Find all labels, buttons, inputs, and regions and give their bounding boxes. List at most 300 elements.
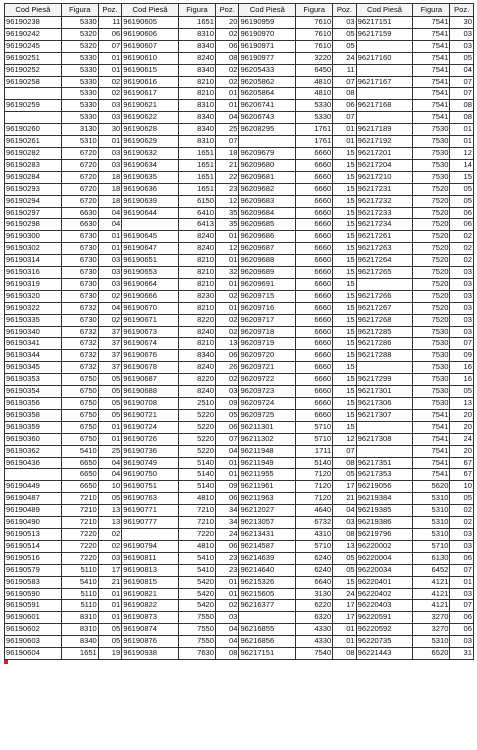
position-cell: 30 xyxy=(98,124,121,136)
position-cell: 05 xyxy=(98,636,121,648)
figure-cell: 7520 xyxy=(413,267,450,279)
table-row xyxy=(5,612,474,624)
part-code-cell: 96211963 xyxy=(239,493,296,505)
figure-cell: 5140 xyxy=(296,457,333,469)
position-cell: 15 xyxy=(333,350,356,362)
table-row xyxy=(5,326,474,338)
position-cell: 15 xyxy=(333,386,356,398)
position-cell: 03 xyxy=(98,278,121,290)
position-cell: 67 xyxy=(450,469,474,481)
position-cell: 15 xyxy=(333,398,356,410)
figure-cell: 8210 xyxy=(178,88,215,100)
position-cell: 05 xyxy=(450,386,474,398)
figure-cell: 7530 xyxy=(413,147,450,159)
figure-cell: 5140 xyxy=(178,481,215,493)
part-code-cell: 96217264 xyxy=(356,255,413,267)
figure-cell: 6240 xyxy=(296,552,333,564)
figure-cell: 6410 xyxy=(178,207,215,219)
position-cell: 05 xyxy=(450,52,474,64)
position-cell: 01 xyxy=(98,231,121,243)
figure-cell: 5710 xyxy=(296,433,333,445)
table-row xyxy=(5,433,474,445)
position-cell: 15 xyxy=(333,159,356,171)
highlight-box xyxy=(4,660,8,664)
position-cell: 02 xyxy=(98,88,121,100)
figure-cell: 6650 xyxy=(61,481,98,493)
position-cell: 03 xyxy=(450,588,474,600)
part-code-cell: 96217288 xyxy=(356,350,413,362)
position-cell: 23 xyxy=(216,183,239,195)
figure-cell: 6730 xyxy=(61,267,98,279)
figure-cell: 5710 xyxy=(296,540,333,552)
part-code-cell: 96190360 xyxy=(5,433,62,445)
part-code-cell: 96190489 xyxy=(5,505,62,517)
figure-cell: 8310 xyxy=(178,100,215,112)
part-code-cell: 96190821 xyxy=(122,588,179,600)
part-code-cell: 96190606 xyxy=(122,28,179,40)
figure-cell: 6732 xyxy=(61,362,98,374)
position-cell: 01 xyxy=(333,624,356,636)
figure-cell: 6730 xyxy=(61,290,98,302)
part-code-cell: 96211949 xyxy=(239,457,296,469)
figure-cell: 7541 xyxy=(413,421,450,433)
figure-cell: 6660 xyxy=(296,255,333,267)
figure-cell: 7530 xyxy=(413,386,450,398)
position-cell: 03 xyxy=(216,612,239,624)
figure-cell: 5220 xyxy=(178,409,215,421)
figure-cell: 7541 xyxy=(413,409,450,421)
table-row xyxy=(5,588,474,600)
part-code-cell: 96190632 xyxy=(122,147,179,159)
part-code-cell: 96190245 xyxy=(5,40,62,52)
part-code-cell: 96190876 xyxy=(122,636,179,648)
figure-cell: 6660 xyxy=(296,374,333,386)
part-code-cell: 96190340 xyxy=(5,326,62,338)
figure-cell: 8340 xyxy=(178,124,215,136)
table-row xyxy=(5,636,474,648)
position-cell: 35 xyxy=(216,219,239,231)
figure-cell: 5420 xyxy=(178,588,215,600)
position-cell: 08 xyxy=(333,457,356,469)
position-cell: 04 xyxy=(98,457,121,469)
part-code-cell: 96190293 xyxy=(5,183,62,195)
part-code-cell: 96205433 xyxy=(239,64,296,76)
figure-cell: 7541 xyxy=(413,469,450,481)
figure-cell: 1651 xyxy=(61,648,98,660)
part-code-cell: 96209681 xyxy=(239,171,296,183)
part-code-cell xyxy=(239,136,296,148)
part-code-cell: 96217263 xyxy=(356,243,413,255)
header-poz-1: Poz. xyxy=(98,4,121,17)
position-cell: 03 xyxy=(98,255,121,267)
part-code-cell: 96209721 xyxy=(239,362,296,374)
position-cell: 08 xyxy=(450,100,474,112)
figure-cell: 7530 xyxy=(413,374,450,386)
part-code-cell: 96190615 xyxy=(122,64,179,76)
figure-cell: 6660 xyxy=(296,159,333,171)
figure-cell: 7530 xyxy=(413,326,450,338)
figure-cell: 7540 xyxy=(296,648,333,660)
figure-cell: 7541 xyxy=(413,457,450,469)
position-cell: 01 xyxy=(216,469,239,481)
part-code-cell: 96190971 xyxy=(239,40,296,52)
position-cell: 34 xyxy=(216,505,239,517)
figure-cell: 5410 xyxy=(178,564,215,576)
part-code-cell: 96190284 xyxy=(5,171,62,183)
figure-cell: 8340 xyxy=(178,350,215,362)
table-row xyxy=(5,207,474,219)
table-row xyxy=(5,267,474,279)
position-cell: 25 xyxy=(98,445,121,457)
figure-cell: 3130 xyxy=(61,124,98,136)
position-cell: 03 xyxy=(98,552,121,564)
part-code-cell: 96220403 xyxy=(356,600,413,612)
part-code-cell: 96190238 xyxy=(5,17,62,29)
position-cell: 06 xyxy=(216,40,239,52)
part-code-cell: 96190639 xyxy=(122,195,179,207)
position-cell: 07 xyxy=(450,338,474,350)
position-cell: 20 xyxy=(450,445,474,457)
figure-cell: 7520 xyxy=(413,278,450,290)
figure-cell: 8210 xyxy=(178,302,215,314)
position-cell: 08 xyxy=(216,52,239,64)
figure-cell: 5310 xyxy=(413,636,450,648)
figure-cell: 7210 xyxy=(178,517,215,529)
header-figura-1: Figura xyxy=(61,4,98,17)
part-code-cell: 96217201 xyxy=(356,147,413,159)
part-code-cell xyxy=(356,278,413,290)
figure-cell: 7541 xyxy=(413,112,450,124)
table-row xyxy=(5,195,474,207)
position-cell: 03 xyxy=(450,278,474,290)
part-code-cell: 96190621 xyxy=(122,100,179,112)
table-row xyxy=(5,28,474,40)
part-code-cell: 96190628 xyxy=(122,124,179,136)
position-cell: 01 xyxy=(333,124,356,136)
figure-cell: 7220 xyxy=(61,540,98,552)
figure-cell: 1651 xyxy=(178,17,215,29)
position-cell: 02 xyxy=(450,231,474,243)
position-cell: 15 xyxy=(333,409,356,421)
figure-cell: 5330 xyxy=(61,88,98,100)
position-cell: 17 xyxy=(333,612,356,624)
position-cell: 15 xyxy=(333,278,356,290)
position-cell: 07 xyxy=(333,76,356,88)
position-cell: 01 xyxy=(98,52,121,64)
figure-cell: 6660 xyxy=(296,362,333,374)
part-code-cell: 96190607 xyxy=(122,40,179,52)
part-code-cell: 96220034 xyxy=(356,564,413,576)
table-row xyxy=(5,517,474,529)
position-cell: 11 xyxy=(98,17,121,29)
figure-cell: 6732 xyxy=(296,517,333,529)
figure-cell: 6660 xyxy=(296,207,333,219)
position-cell: 21 xyxy=(216,159,239,171)
position-cell: 12 xyxy=(333,433,356,445)
position-cell: 04 xyxy=(216,112,239,124)
figure-cell: 7520 xyxy=(413,195,450,207)
position-cell: 17 xyxy=(333,481,356,493)
part-code-cell: 96206743 xyxy=(239,112,296,124)
figure-cell: 5330 xyxy=(61,52,98,64)
position-cell: 07 xyxy=(450,600,474,612)
position-cell: 04 xyxy=(216,445,239,457)
part-code-cell: 96205864 xyxy=(239,88,296,100)
part-code-cell: 96190666 xyxy=(122,290,179,302)
position-cell: 20 xyxy=(450,409,474,421)
figure-cell: 7541 xyxy=(413,52,450,64)
part-code-cell: 96209679 xyxy=(239,147,296,159)
part-code-cell: 96217210 xyxy=(356,171,413,183)
part-code-cell: 96190644 xyxy=(122,207,179,219)
part-code-cell: 96217192 xyxy=(356,136,413,148)
figure-cell: 5220 xyxy=(178,445,215,457)
part-code-cell: 96190645 xyxy=(122,231,179,243)
position-cell: 37 xyxy=(98,338,121,350)
figure-cell: 7610 xyxy=(296,28,333,40)
position-cell: 20 xyxy=(450,421,474,433)
figure-cell: 6750 xyxy=(61,374,98,386)
figure-cell: 7210 xyxy=(61,505,98,517)
position-cell: 02 xyxy=(98,314,121,326)
figure-cell: 6660 xyxy=(296,338,333,350)
figure-cell: 6413 xyxy=(178,219,215,231)
part-code-cell: 96211302 xyxy=(239,433,296,445)
position-cell: 03 xyxy=(450,302,474,314)
position-cell: 15 xyxy=(333,147,356,159)
figure-cell: 6660 xyxy=(296,171,333,183)
part-code-cell: 96190341 xyxy=(5,338,62,350)
part-code-cell: 96190259 xyxy=(5,100,62,112)
figure-cell: 5110 xyxy=(61,564,98,576)
table-row xyxy=(5,493,474,505)
table-row xyxy=(5,552,474,564)
part-code-cell: 96190320 xyxy=(5,290,62,302)
figure-cell: 5320 xyxy=(61,40,98,52)
header-cod-piesa-4: Cod Piesă xyxy=(356,4,413,17)
table-row xyxy=(5,540,474,552)
figure-cell: 7520 xyxy=(413,255,450,267)
table-row xyxy=(5,183,474,195)
table-row xyxy=(5,17,474,29)
part-code-cell: 96190959 xyxy=(239,17,296,29)
part-code-cell: 96209716 xyxy=(239,302,296,314)
figure-cell: 6150 xyxy=(178,195,215,207)
part-code-cell xyxy=(356,362,413,374)
table-row xyxy=(5,88,474,100)
part-code-cell: 96190344 xyxy=(5,350,62,362)
figure-cell: 6660 xyxy=(296,302,333,314)
figure-cell: 6730 xyxy=(61,255,98,267)
parts-index-sheet xyxy=(4,3,474,660)
part-code-cell: 96190736 xyxy=(122,445,179,457)
position-cell: 02 xyxy=(98,540,121,552)
position-cell: 06 xyxy=(216,350,239,362)
part-code-cell: 96190604 xyxy=(5,648,62,660)
figure-cell: 4810 xyxy=(296,76,333,88)
part-code-cell xyxy=(356,64,413,76)
part-code-cell: 96190724 xyxy=(122,421,179,433)
position-cell: 14 xyxy=(450,159,474,171)
part-code-cell: 96209687 xyxy=(239,243,296,255)
table-row xyxy=(5,421,474,433)
position-cell: 01 xyxy=(333,136,356,148)
part-code-cell: 96190811 xyxy=(122,552,179,564)
part-code-cell: 96190676 xyxy=(122,350,179,362)
part-code-cell: 96190763 xyxy=(122,493,179,505)
part-code-cell: 96216377 xyxy=(239,600,296,612)
position-cell: 05 xyxy=(98,409,121,421)
part-code-cell xyxy=(239,612,296,624)
position-cell: 02 xyxy=(216,64,239,76)
part-code-cell: 96217353 xyxy=(356,469,413,481)
header-figura-2: Figura xyxy=(178,4,215,17)
position-cell: 02 xyxy=(98,76,121,88)
position-cell: 16 xyxy=(450,362,474,374)
part-code-cell: 96217232 xyxy=(356,195,413,207)
position-cell: 01 xyxy=(98,612,121,624)
position-cell: 07 xyxy=(450,88,474,100)
figure-cell: 5310 xyxy=(413,505,450,517)
position-cell: 01 xyxy=(98,588,121,600)
position-cell: 05 xyxy=(98,398,121,410)
position-cell: 07 xyxy=(98,40,121,52)
part-code-cell: 96190449 xyxy=(5,481,62,493)
position-cell: 06 xyxy=(450,624,474,636)
position-cell: 06 xyxy=(216,421,239,433)
position-cell: 22 xyxy=(216,171,239,183)
figure-cell: 5310 xyxy=(61,136,98,148)
table-row xyxy=(5,386,474,398)
figure-cell: 6750 xyxy=(61,386,98,398)
position-cell: 01 xyxy=(450,576,474,588)
position-cell: 17 xyxy=(333,600,356,612)
part-code-cell: 96219386 xyxy=(356,517,413,529)
part-code-cell: 96190629 xyxy=(122,136,179,148)
table-row xyxy=(5,350,474,362)
figure-cell: 5410 xyxy=(61,445,98,457)
figure-cell: 7530 xyxy=(413,362,450,374)
position-cell: 11 xyxy=(333,64,356,76)
position-cell: 02 xyxy=(450,517,474,529)
position-cell: 06 xyxy=(216,493,239,505)
header-poz-3: Poz. xyxy=(333,4,356,17)
position-cell: 07 xyxy=(333,112,356,124)
figure-cell: 7541 xyxy=(413,28,450,40)
part-code-cell: 96217307 xyxy=(356,409,413,421)
position-cell: 03 xyxy=(333,17,356,29)
part-code-cell: 96209717 xyxy=(239,314,296,326)
part-code-cell: 96190603 xyxy=(5,636,62,648)
part-code-cell: 96217266 xyxy=(356,290,413,302)
part-code-cell: 96190674 xyxy=(122,338,179,350)
table-row xyxy=(5,124,474,136)
figure-cell: 1651 xyxy=(178,183,215,195)
figure-cell: 8240 xyxy=(178,243,215,255)
part-code-cell: 96190874 xyxy=(122,624,179,636)
table-row xyxy=(5,290,474,302)
figure-cell: 7541 xyxy=(413,17,450,29)
part-code-cell: 96190319 xyxy=(5,278,62,290)
part-code-cell: 96190634 xyxy=(122,159,179,171)
table-row xyxy=(5,314,474,326)
position-cell: 15 xyxy=(333,231,356,243)
figure-cell: 7220 xyxy=(178,528,215,540)
part-code-cell: 96219385 xyxy=(356,505,413,517)
position-cell: 05 xyxy=(98,493,121,505)
part-code-cell: 96190708 xyxy=(122,398,179,410)
position-cell: 03 xyxy=(450,267,474,279)
position-cell: 15 xyxy=(333,362,356,374)
figure-cell: 6732 xyxy=(61,338,98,350)
position-cell: 15 xyxy=(333,219,356,231)
position-cell: 02 xyxy=(450,255,474,267)
part-code-cell: 96190579 xyxy=(5,564,62,576)
part-code-cell: 96190345 xyxy=(5,362,62,374)
part-code-cell: 96219796 xyxy=(356,528,413,540)
position-cell: 04 xyxy=(216,624,239,636)
figure-cell: 6730 xyxy=(61,243,98,255)
part-code-cell: 96209723 xyxy=(239,386,296,398)
figure-cell: 5420 xyxy=(178,600,215,612)
figure-cell: 6240 xyxy=(296,564,333,576)
part-code-cell: 96190651 xyxy=(122,255,179,267)
figure-cell: 7520 xyxy=(413,207,450,219)
part-code-cell: 96190359 xyxy=(5,421,62,433)
position-cell: 03 xyxy=(450,528,474,540)
position-cell: 05 xyxy=(98,624,121,636)
part-code-cell: 96220402 xyxy=(356,588,413,600)
part-code-cell: 96190673 xyxy=(122,326,179,338)
part-code-cell: 96211955 xyxy=(239,469,296,481)
figure-cell: 7530 xyxy=(413,171,450,183)
position-cell: 19 xyxy=(98,648,121,660)
header-cod-piesa-2: Cod Piesă xyxy=(122,4,179,17)
position-cell: 04 xyxy=(333,505,356,517)
figure-cell: 6650 xyxy=(61,469,98,481)
part-code-cell: 96190258 xyxy=(5,76,62,88)
figure-cell: 8340 xyxy=(178,112,215,124)
position-cell: 05 xyxy=(333,28,356,40)
part-code-cell: 96190670 xyxy=(122,302,179,314)
figure-cell: 5410 xyxy=(178,552,215,564)
position-cell: 15 xyxy=(333,314,356,326)
part-code-cell: 96209715 xyxy=(239,290,296,302)
part-code-cell: 96190815 xyxy=(122,576,179,588)
part-code-cell: 96190970 xyxy=(239,28,296,40)
part-code-cell: 96217308 xyxy=(356,433,413,445)
position-cell: 05 xyxy=(333,469,356,481)
position-cell: 18 xyxy=(216,147,239,159)
figure-cell: 5310 xyxy=(413,493,450,505)
figure-cell: 7520 xyxy=(413,314,450,326)
position-cell: 13 xyxy=(450,398,474,410)
figure-cell: 4640 xyxy=(296,505,333,517)
figure-cell: 7530 xyxy=(413,159,450,171)
table-row xyxy=(5,398,474,410)
position-cell: 15 xyxy=(333,302,356,314)
part-code-cell: 96220591 xyxy=(356,612,413,624)
table-row xyxy=(5,159,474,171)
part-code-cell: 96190436 xyxy=(5,457,62,469)
position-cell: 05 xyxy=(98,386,121,398)
position-cell: 08 xyxy=(333,528,356,540)
figure-cell: 7520 xyxy=(413,183,450,195)
position-cell: 01 xyxy=(216,278,239,290)
position-cell: 09 xyxy=(450,350,474,362)
figure-cell: 6450 xyxy=(296,64,333,76)
position-cell: 01 xyxy=(216,255,239,267)
